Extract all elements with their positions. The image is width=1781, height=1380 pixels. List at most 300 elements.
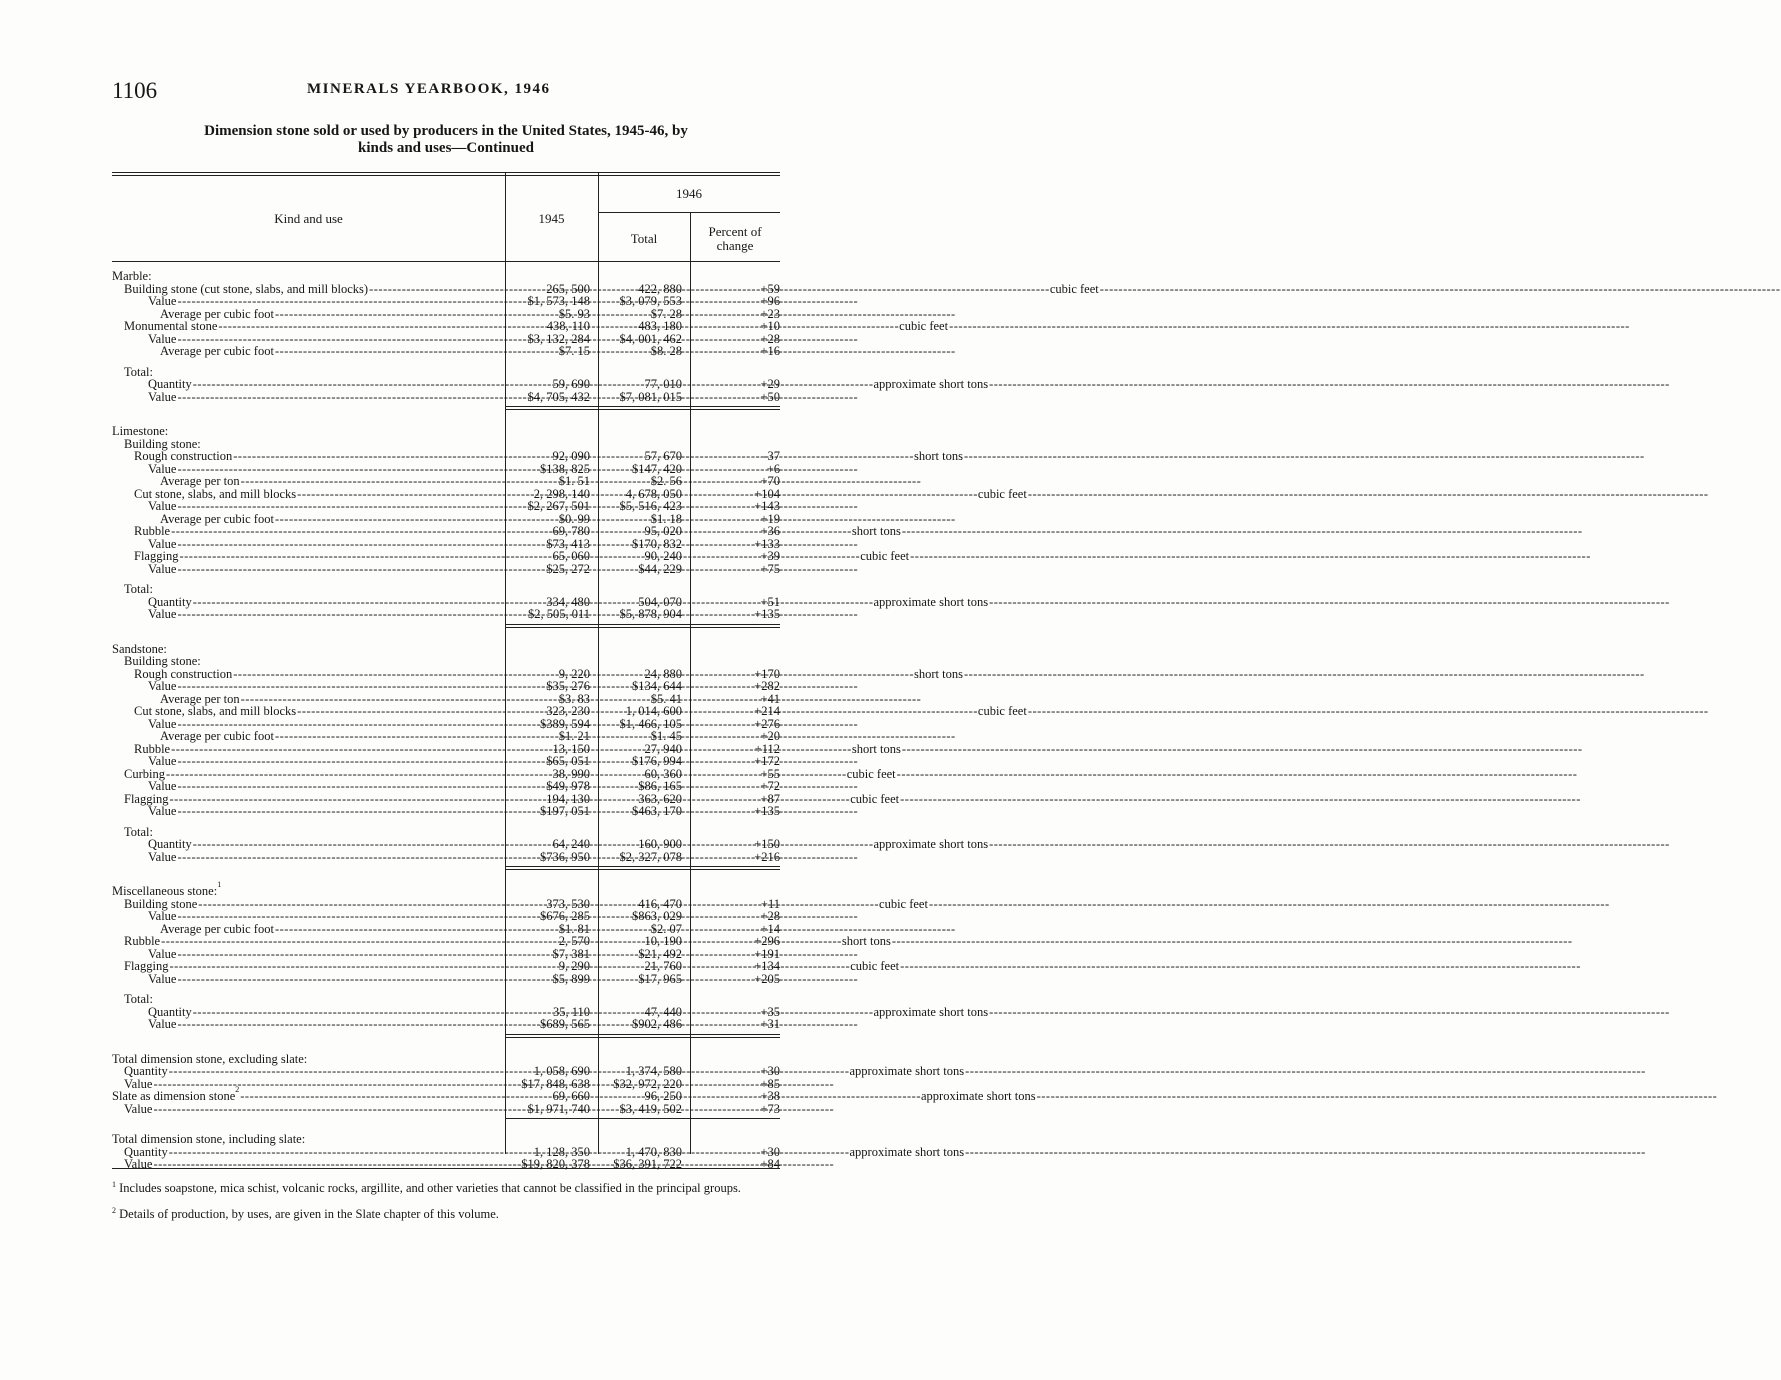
percent-change: +55 bbox=[760, 766, 780, 781]
value-1946-total: 95, 020 bbox=[644, 524, 682, 538]
leader-dots bbox=[928, 898, 1610, 911]
col-header-1945: 1945 bbox=[538, 211, 565, 226]
value-1945: 2, 298, 140 bbox=[533, 486, 590, 501]
row-unit: short tons bbox=[914, 666, 963, 681]
value-1946-total: $902, 486 bbox=[632, 1017, 682, 1031]
value-1945: $17, 848, 638 bbox=[521, 1076, 590, 1091]
col-header-kind-and-use: Kind and use bbox=[274, 211, 343, 226]
percent-change: +72 bbox=[760, 779, 780, 793]
table-section-heading bbox=[112, 583, 780, 596]
percent-change: +205 bbox=[754, 971, 780, 986]
value-1946-total: $86, 165 bbox=[638, 779, 682, 793]
leader-dots bbox=[988, 838, 1670, 851]
table-row bbox=[112, 1018, 780, 1031]
table-row bbox=[112, 851, 780, 864]
row-label: Flagging bbox=[134, 549, 179, 563]
table-row bbox=[112, 377, 989, 391]
value-1945: 13, 150 bbox=[552, 741, 590, 756]
percent-change: +50 bbox=[760, 389, 780, 404]
table-row bbox=[112, 730, 780, 743]
row-label: Value bbox=[148, 909, 177, 923]
table-row bbox=[112, 549, 910, 563]
row-unit: cubic feet bbox=[860, 549, 910, 563]
leader-dots bbox=[899, 960, 1581, 973]
leader-dots bbox=[988, 596, 1670, 609]
leader-dots bbox=[891, 935, 1573, 948]
row-label: Rubble bbox=[134, 524, 171, 538]
leader-dots bbox=[1027, 488, 1709, 501]
row-label: Value bbox=[148, 607, 177, 621]
value-1946-total: 4, 678, 050 bbox=[625, 486, 682, 501]
percent-change: +276 bbox=[754, 716, 780, 731]
table-row bbox=[112, 973, 780, 986]
percent-change: +191 bbox=[754, 946, 780, 961]
percent-change: +296 bbox=[754, 934, 780, 948]
col-header-total: Total bbox=[630, 231, 658, 246]
footnote-2-mark: 2 bbox=[112, 1205, 116, 1215]
row-unit: approximate short tons bbox=[921, 1089, 1036, 1103]
footnote-1-mark: 1 bbox=[112, 1179, 116, 1189]
value-1946-total: $3, 079, 553 bbox=[619, 294, 682, 308]
percent-change: +16 bbox=[760, 344, 780, 358]
row-label: Average per cubic foot bbox=[160, 344, 274, 358]
value-1946-total: 57, 670 bbox=[644, 449, 682, 463]
table-row bbox=[112, 1158, 780, 1171]
value-1946-total: $1. 45 bbox=[650, 729, 682, 743]
row-label: Total dimension stone, excluding slate: bbox=[112, 1051, 308, 1066]
value-1946-total: 96, 250 bbox=[644, 1089, 682, 1103]
row-label: Limestone: bbox=[112, 424, 169, 438]
percent-change: -37 bbox=[763, 449, 780, 463]
dimension-stone-table bbox=[112, 172, 1099, 1171]
row-label: Value bbox=[148, 536, 177, 551]
row-unit: cubic feet bbox=[879, 896, 928, 911]
value-1946-total: 27, 940 bbox=[644, 741, 682, 756]
percent-change: +10 bbox=[760, 319, 780, 333]
value-1945: $676, 285 bbox=[540, 909, 590, 923]
row-label: Value bbox=[148, 849, 177, 864]
percent-change: +134 bbox=[754, 959, 780, 973]
row-label: Average per ton bbox=[160, 691, 240, 706]
percent-change: +112 bbox=[754, 741, 780, 756]
value-1946-total: $7, 081, 015 bbox=[619, 389, 682, 404]
table-row bbox=[112, 449, 963, 463]
value-1945: 265, 500 bbox=[546, 281, 590, 296]
table-section-heading bbox=[112, 880, 780, 898]
leader-dots bbox=[988, 378, 1670, 391]
footnote-1-text: Includes soapstone, mica schist, volcanic rocks, argillite, and other varieties that cannot be classified in the principal groups. bbox=[119, 1181, 741, 1195]
section-total-rule bbox=[505, 409, 780, 410]
section-total-rule bbox=[505, 624, 780, 625]
value-1946-total: $134, 644 bbox=[632, 679, 682, 693]
value-1946-total: $44, 229 bbox=[638, 561, 682, 576]
value-1945: $7. 15 bbox=[558, 344, 590, 358]
row-label: Slate as dimension stone bbox=[112, 1089, 236, 1103]
percent-change: +11 bbox=[760, 896, 780, 911]
leader-dots bbox=[964, 1146, 1646, 1159]
percent-change: +6 bbox=[766, 461, 780, 476]
row-label: Value bbox=[148, 779, 177, 793]
row-unit: short tons bbox=[851, 741, 901, 756]
percent-change: +143 bbox=[754, 499, 780, 513]
row-label: Flagging bbox=[124, 791, 169, 806]
section-total-rule bbox=[505, 866, 780, 867]
table-row bbox=[112, 910, 780, 923]
table-row bbox=[112, 475, 780, 488]
row-label: Average per cubic foot bbox=[160, 729, 274, 743]
col-header-percent-of-change bbox=[690, 225, 780, 253]
row-label: Flagging bbox=[124, 959, 169, 973]
value-1945: $197, 051 bbox=[540, 804, 590, 818]
leader-dots bbox=[964, 1065, 1646, 1078]
section-total-rule bbox=[505, 1037, 780, 1038]
value-1945: 438, 110 bbox=[546, 319, 590, 333]
footnote-2-text: Details of production, by uses, are given in the Slate chapter of this volume. bbox=[119, 1207, 499, 1221]
row-label: Value bbox=[148, 946, 177, 961]
value-1946-total: $2. 56 bbox=[650, 474, 682, 488]
table-row bbox=[112, 608, 780, 621]
value-1946-total: 1, 470, 830 bbox=[625, 1144, 682, 1159]
row-label: Value bbox=[124, 1157, 153, 1171]
percent-change: +172 bbox=[754, 754, 780, 768]
value-1945: 373, 530 bbox=[546, 896, 590, 911]
row-label: Value bbox=[124, 1076, 153, 1091]
row-label: Value bbox=[148, 716, 177, 731]
percent-change: +135 bbox=[754, 607, 780, 621]
value-1946-total: 77, 010 bbox=[644, 377, 682, 391]
row-label: Value bbox=[148, 499, 177, 513]
table-row bbox=[112, 295, 780, 308]
row-unit: cubic feet bbox=[977, 704, 1027, 718]
table-row bbox=[112, 1103, 780, 1116]
table-row bbox=[112, 780, 780, 793]
row-label: Quantity bbox=[148, 594, 192, 609]
table-section-heading bbox=[112, 425, 780, 438]
row-label: Value bbox=[148, 461, 177, 476]
row-unit: cubic feet bbox=[1049, 281, 1099, 296]
value-1945: $1. 51 bbox=[558, 474, 590, 488]
row-label: Average per cubic foot bbox=[160, 306, 274, 321]
row-label: Value bbox=[148, 679, 177, 693]
value-1946-total: $7. 28 bbox=[650, 306, 682, 321]
section-total-rule bbox=[505, 1034, 780, 1035]
row-label: Miscellaneous stone: bbox=[112, 884, 218, 898]
row-label: Building stone: bbox=[124, 436, 201, 451]
table-title bbox=[112, 123, 780, 157]
percent-change: +23 bbox=[760, 306, 780, 321]
footnote-1 bbox=[112, 1179, 780, 1195]
row-label: Average per cubic foot bbox=[160, 511, 274, 526]
value-1946-total: $170, 832 bbox=[632, 536, 682, 551]
row-label: Rubble bbox=[124, 934, 161, 948]
value-1945: $1, 573, 148 bbox=[527, 294, 590, 308]
leader-dots bbox=[948, 320, 1630, 333]
value-1946-total: $17, 965 bbox=[638, 971, 682, 986]
footnote-2 bbox=[112, 1205, 780, 1221]
row-unit: approximate short tons bbox=[873, 837, 989, 851]
value-1945: $19, 820, 378 bbox=[521, 1157, 590, 1171]
row-label: Rubble bbox=[134, 741, 171, 756]
percent-change: +29 bbox=[760, 377, 780, 391]
value-1946-total: $463, 170 bbox=[632, 804, 682, 818]
table-row bbox=[112, 391, 780, 404]
section-total-rule bbox=[505, 1118, 780, 1119]
page-number: 1106 bbox=[112, 78, 158, 103]
row-label: Quantity bbox=[148, 1004, 192, 1019]
row-unit: short tons bbox=[914, 449, 963, 463]
row-label: Building stone: bbox=[124, 654, 201, 668]
row-label: Total: bbox=[124, 582, 153, 596]
row-label: Total: bbox=[124, 992, 153, 1006]
row-unit: short tons bbox=[841, 934, 891, 948]
table-top-rule-inner bbox=[112, 175, 780, 176]
leader-dots bbox=[963, 450, 1645, 463]
value-1946-total: $21, 492 bbox=[638, 946, 682, 961]
value-1945: 65, 060 bbox=[552, 549, 590, 563]
value-1945: $3, 132, 284 bbox=[527, 331, 590, 346]
percent-change: +30 bbox=[760, 1144, 780, 1159]
percent-change: +150 bbox=[754, 837, 780, 851]
table-title-line-1: Dimension stone sold or used by producers in the United States, 1945-46, by bbox=[204, 123, 688, 139]
value-1945: $5. 93 bbox=[558, 306, 590, 321]
value-1946-total: $1. 18 bbox=[650, 511, 682, 526]
percent-change: +84 bbox=[760, 1157, 780, 1171]
table-row bbox=[112, 680, 780, 693]
value-1945: 1, 128, 350 bbox=[533, 1144, 590, 1159]
row-label: Value bbox=[148, 971, 177, 986]
value-1946-total: $32, 972, 220 bbox=[613, 1076, 682, 1091]
table-row bbox=[112, 319, 949, 333]
row-unit: cubic feet bbox=[977, 486, 1027, 501]
percent-header-line-2: change bbox=[716, 238, 754, 253]
leader-dots bbox=[896, 768, 1578, 781]
percent-change: +14 bbox=[760, 921, 780, 936]
value-1946-total: $5. 41 bbox=[650, 691, 682, 706]
percent-change: +19 bbox=[760, 511, 780, 526]
percent-change: +282 bbox=[754, 679, 780, 693]
value-1945: $1. 21 bbox=[558, 729, 590, 743]
table-section-heading bbox=[112, 655, 780, 668]
value-1945: $25, 272 bbox=[546, 561, 590, 576]
year-1946-underline bbox=[598, 212, 780, 213]
value-1945: $49, 978 bbox=[546, 779, 590, 793]
table-row bbox=[112, 837, 989, 851]
value-1946-total: $863, 029 bbox=[632, 909, 682, 923]
footnote-reference: 1 bbox=[217, 880, 222, 889]
value-1945: $0. 99 bbox=[558, 511, 590, 526]
header-bottom-rule bbox=[112, 261, 780, 262]
row-label: Cut stone, slabs, and mill blocks bbox=[134, 486, 297, 501]
value-1946-total: 21, 760 bbox=[644, 959, 682, 973]
percent-change: +51 bbox=[760, 594, 780, 609]
section-total-rule bbox=[505, 406, 780, 407]
section-total-rule bbox=[505, 627, 780, 628]
value-1946-total: 10, 190 bbox=[644, 934, 682, 948]
row-unit: cubic feet bbox=[899, 319, 949, 333]
table-section-heading bbox=[112, 643, 780, 656]
value-1945: 35, 110 bbox=[552, 1004, 590, 1019]
percent-change: +170 bbox=[754, 666, 780, 681]
value-1946-total: 363, 620 bbox=[638, 791, 682, 806]
percent-change: +96 bbox=[760, 294, 780, 308]
value-1945: $7, 381 bbox=[552, 946, 590, 961]
value-1946-total: $8. 28 bbox=[650, 344, 682, 358]
value-1945: 59, 690 bbox=[552, 377, 590, 391]
percent-change: +214 bbox=[754, 704, 780, 718]
percent-change: +30 bbox=[760, 1064, 780, 1078]
percent-change: +35 bbox=[760, 1004, 780, 1019]
percent-change: +41 bbox=[760, 691, 780, 706]
row-label: Total: bbox=[124, 824, 153, 839]
row-label: Marble: bbox=[112, 269, 152, 283]
value-1946-total: $5, 516, 423 bbox=[619, 499, 682, 513]
value-1945: 2, 570 bbox=[558, 934, 590, 948]
value-1945: $1, 971, 740 bbox=[527, 1101, 590, 1116]
value-1945: $389, 594 bbox=[540, 716, 590, 731]
leader-dots bbox=[901, 743, 1583, 756]
percent-change: +87 bbox=[760, 791, 780, 806]
row-label: Average per cubic foot bbox=[160, 921, 274, 936]
value-1946-total: 60, 360 bbox=[644, 766, 682, 781]
value-1945: 194, 130 bbox=[546, 791, 590, 806]
value-1946-total: 504, 070 bbox=[638, 594, 682, 609]
percent-change: +73 bbox=[760, 1101, 780, 1116]
percent-change: +70 bbox=[760, 474, 780, 488]
row-label: Value bbox=[148, 804, 177, 818]
percent-change: +31 bbox=[760, 1017, 780, 1031]
value-1946-total: $2. 07 bbox=[650, 921, 682, 936]
table-row bbox=[112, 805, 780, 818]
row-label: Quantity bbox=[124, 1144, 168, 1159]
percent-change: +39 bbox=[760, 549, 780, 563]
value-1945: $138, 825 bbox=[540, 461, 590, 476]
table-row bbox=[112, 755, 780, 768]
percent-change: +216 bbox=[754, 849, 780, 864]
value-1946-total: $5, 878, 904 bbox=[619, 607, 682, 621]
row-label: Cut stone, slabs, and mill blocks bbox=[134, 704, 297, 718]
value-1946-total: 24, 880 bbox=[644, 666, 682, 681]
row-label: Average per ton bbox=[160, 474, 240, 488]
value-1945: 1, 058, 690 bbox=[533, 1064, 590, 1078]
row-unit: cubic feet bbox=[850, 959, 900, 973]
percent-change: +36 bbox=[760, 524, 780, 538]
value-1946-total: $4, 001, 462 bbox=[619, 331, 682, 346]
value-1945: $3. 83 bbox=[558, 691, 590, 706]
value-1945: $689, 565 bbox=[540, 1017, 590, 1031]
section-total-rule bbox=[505, 869, 780, 870]
table-row bbox=[112, 524, 901, 538]
leader-dots bbox=[899, 793, 1581, 806]
table-section-heading bbox=[112, 1133, 780, 1146]
leader-dots bbox=[1027, 705, 1709, 718]
percent-change: +38 bbox=[760, 1089, 780, 1103]
row-label: Total: bbox=[124, 364, 153, 379]
percent-change: +133 bbox=[754, 536, 780, 551]
value-1945: 334, 480 bbox=[546, 594, 590, 609]
row-label: Value bbox=[148, 561, 177, 576]
percent-change: +28 bbox=[760, 909, 780, 923]
leader-dots bbox=[1099, 283, 1781, 296]
table-section-heading bbox=[112, 270, 780, 283]
value-1946-total: 160, 900 bbox=[638, 837, 682, 851]
row-unit: approximate short tons bbox=[873, 1004, 989, 1019]
table-top-rule bbox=[112, 172, 780, 173]
table-row bbox=[112, 959, 900, 973]
percent-change: +85 bbox=[760, 1076, 780, 1091]
row-unit: cubic feet bbox=[846, 766, 896, 781]
footnote-reference: 2 bbox=[235, 1085, 240, 1094]
table-row bbox=[112, 934, 891, 948]
row-label: Value bbox=[148, 1017, 177, 1031]
table-section-heading bbox=[112, 993, 780, 1006]
value-1946-total: $147, 420 bbox=[632, 461, 682, 476]
row-label: Quantity bbox=[148, 377, 192, 391]
value-1945: 38, 990 bbox=[552, 766, 590, 781]
row-unit: approximate short tons bbox=[873, 377, 989, 391]
percent-change: +59 bbox=[760, 281, 780, 296]
row-unit: approximate short tons bbox=[849, 1064, 965, 1078]
percent-change: +20 bbox=[760, 729, 780, 743]
leader-dots bbox=[909, 550, 1591, 563]
value-1945: 9, 290 bbox=[558, 959, 590, 973]
value-1946-total: $176, 994 bbox=[632, 754, 682, 768]
row-unit: approximate short tons bbox=[849, 1144, 965, 1159]
value-1945: $65, 051 bbox=[546, 754, 590, 768]
percent-change: +28 bbox=[760, 331, 780, 346]
value-1946-total: 1, 374, 580 bbox=[625, 1064, 682, 1078]
table-row bbox=[112, 1064, 965, 1078]
row-label: Value bbox=[148, 294, 177, 308]
row-label: Value bbox=[124, 1101, 153, 1116]
row-label: Building stone (cut stone, slabs, and mill blocks) bbox=[124, 281, 369, 296]
row-label: Value bbox=[148, 389, 177, 404]
percent-change: +104 bbox=[754, 486, 780, 501]
value-1945: $35, 276 bbox=[546, 679, 590, 693]
row-unit: approximate short tons bbox=[873, 594, 989, 609]
value-1946-total: 47, 440 bbox=[644, 1004, 682, 1019]
leader-dots bbox=[988, 1006, 1670, 1019]
leader-dots bbox=[963, 668, 1645, 681]
table-row bbox=[112, 704, 1027, 718]
leader-dots bbox=[901, 525, 1583, 538]
value-1945: $736, 950 bbox=[540, 849, 590, 864]
row-label: Monumental stone bbox=[124, 319, 218, 333]
value-1945: 92, 090 bbox=[552, 449, 590, 463]
value-1946-total: 483, 180 bbox=[638, 319, 682, 333]
value-1945: $2, 267, 501 bbox=[527, 499, 590, 513]
value-1945: 9, 220 bbox=[558, 666, 590, 681]
value-1946-total: 90, 240 bbox=[644, 549, 682, 563]
row-unit: short tons bbox=[851, 524, 901, 538]
value-1945: $2, 505, 011 bbox=[527, 607, 590, 621]
value-1945: 69, 660 bbox=[552, 1089, 590, 1103]
value-1945: $1. 81 bbox=[558, 921, 590, 936]
percent-header-line-1: Percent of bbox=[708, 224, 762, 239]
row-label: Sandstone: bbox=[112, 641, 167, 656]
percent-change: +135 bbox=[754, 804, 780, 818]
row-label: Rough construction bbox=[134, 666, 233, 681]
value-1945: $73, 413 bbox=[546, 536, 590, 551]
table-row bbox=[112, 1085, 1036, 1103]
value-1945: 323, 230 bbox=[546, 704, 590, 718]
table-title-line-2: kinds and uses—Continued bbox=[358, 140, 534, 156]
value-1945: $4, 705, 432 bbox=[527, 389, 590, 404]
table-row bbox=[112, 500, 780, 513]
row-label: Rough construction bbox=[134, 449, 233, 463]
percent-change: +75 bbox=[760, 561, 780, 576]
row-label: Value bbox=[148, 331, 177, 346]
col-header-1946: 1946 bbox=[676, 186, 702, 201]
